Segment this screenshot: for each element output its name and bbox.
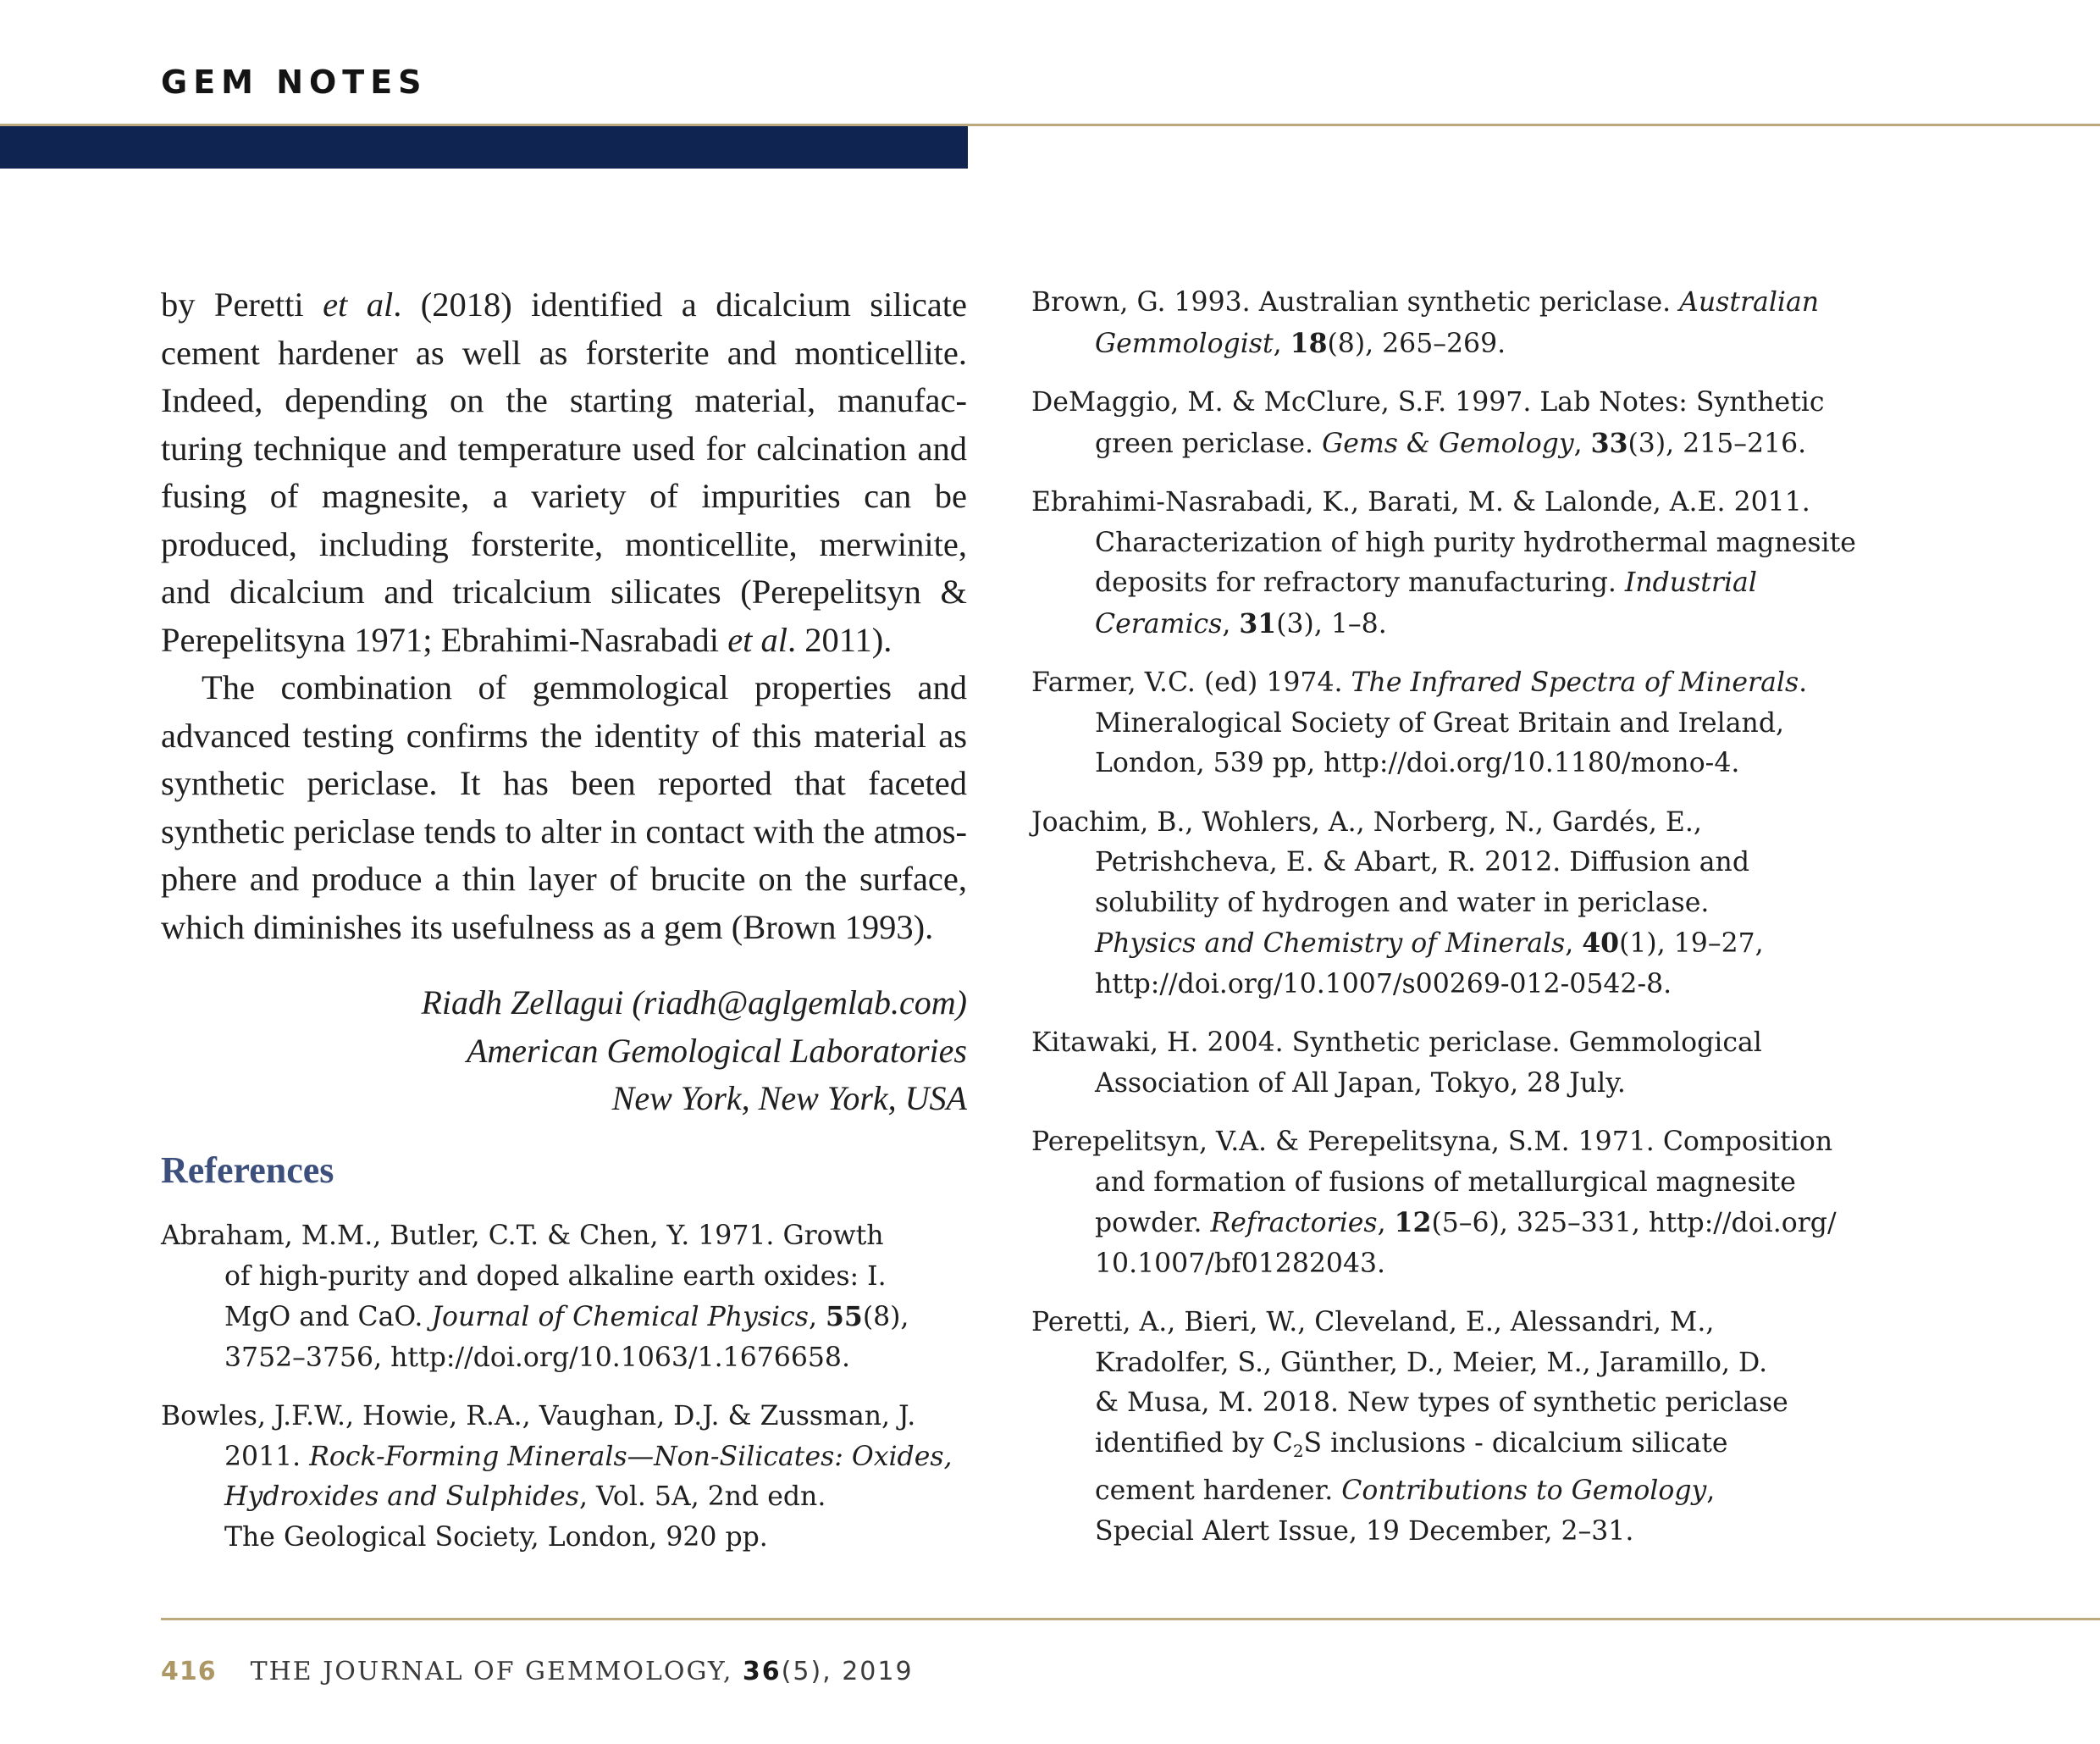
journal-title: THE JOURNAL OF GEMMOLOGY, [250,1657,743,1686]
body-text-column [161,281,967,951]
reference-ebrahimi: Ebrahimi-Nasrabadi, K., Barati, M. & Lalonde, A.E. 2011. Characterization of high purity hydrothermal magnesite deposits for refractory manufacturing. Industrial Ceramics, 31(3), 1–8. [1031,487,1856,639]
reference-peretti: Peretti, A., Bieri, W., Cleveland, E., Alessandri, M., Kradolfer, S., Günther, D., Meier, M., Jaramillo, D. & Musa, M. 2018. New types of synthetic periclase identified by C2S inclusions - dicalcium silicate cement hardener. Contributions to Gemology, Special Alert Issue, 19 December, 2–31. [1031,1307,1788,1547]
header-navy-bar [0,126,968,169]
section-label: GEM NOTES [161,64,428,101]
reference-perepelitsyn: Perepelitsyn, V.A. & Perepelitsyna, S.M. 1971. Composition and formation of fusions of metallurgical magnesite powder. Refractories, 12(5–6), 325–331, http://doi.org/ 10.1007/bf01282043. [1031,1127,1837,1279]
page-footer [161,1657,914,1686]
reference-demaggio: DeMaggio, M. & McClure, S.F. 1997. Lab Notes: Synthetic green periclase. Gems & Gemology, 33(3), 215–216. [1031,387,1825,459]
author-location: New York, New York, USA [611,1079,967,1117]
page-number: 416 [161,1657,217,1686]
journal-issue-year: (5), 2019 [781,1657,914,1686]
reference-kitawaki: Kitawaki, H. 2004. Synthetic periclase. Gemmological Association of All Japan, Tokyo, 28 July. [1031,1027,1762,1099]
reference-farmer: Farmer, V.C. (ed) 1974. The Infrared Spectra of Minerals. Mineralogical Society of Great Britain and Ireland, London, 539 pp, http://doi.org/10.1180/mono-4. [1031,667,1808,778]
author-name-email: Riadh Zellagui (riadh@aglgemlab.com) [421,983,967,1021]
references-heading: References [161,1149,334,1191]
references-left-column [161,1216,957,1576]
footer-gold-rule [161,1618,2100,1620]
reference-joachim: Joachim, B., Wohlers, A., Norberg, N., Gardés, E., Petrishcheva, E. & Abart, R. 2012. Diffusion and solubility of hydrogen and water in periclase. Physics and Chemistry of Minerals, 40(1), 19–27, http://doi.org/10.1007/s00269-012-0542-8. [1031,806,1764,999]
reference-brown: Brown, G. 1993. Australian synthetic periclase. Australian Gemmologist, 18(8), 265–269. [1031,287,1820,359]
journal-volume: 36 [742,1657,782,1686]
body-paragraph-1: by Peretti et al. (2018) identified a dicalcium silicate cement hardener as well as forsterite and monticellite. Indeed, depending on the starting material, manufac-turing technique and temperature used for calcination and fusing of magnesite, a variety of impurities can be produced, including forsterite, monticellite, merwinite, and dicalcium and tricalcium silicates (Perepelitsyn & Perepelitsyna 1971; Ebrahimi-Nasrabadi et al. 2011). [161,285,967,659]
reference-bowles: Bowles, J.F.W., Howie, R.A., Vaughan, D.J. & Zussman, J. 2011. Rock-Forming Minerals—Non-Silicates: Oxides, Hydroxides and Sulphides, Vol. 5A, 2nd edn. The Geological Society, London, 920 pp. [161,1401,953,1553]
reference-abraham: Abraham, M.M., Butler, C.T. & Chen, Y. 1971. Growth of high-purity and doped alkaline earth oxides: I. MgO and CaO. Journal of Chemical Physics, 55(8), 3752–3756, http://doi.org/10.1063/1.1676658. [161,1221,909,1373]
references-right-column [1031,283,1878,1570]
body-paragraph-2: The combination of gemmological properties and advanced testing confirms the identity of this material as synthetic periclase. It has been reported that faceted synthetic periclase tends to alter in contact with the atmos-phere and produce a thin layer of brucite on the surface, which diminishes its usefulness as a gem (Brown 1993). [161,668,967,946]
author-organization: American Gemological Laboratories [466,1031,967,1070]
author-signature [161,979,967,1123]
